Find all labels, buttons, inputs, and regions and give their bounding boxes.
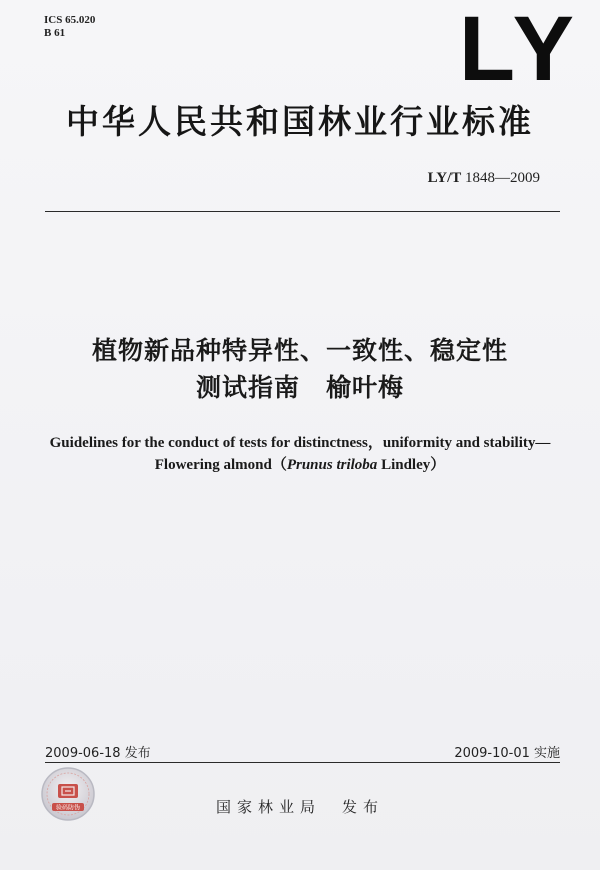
english-title-suffix: Lindley）	[377, 457, 446, 473]
english-title	[0, 432, 600, 476]
ics-code: ICS 65.020	[44, 14, 96, 26]
classification-codes	[44, 14, 95, 40]
english-title-line-2	[0, 454, 600, 476]
english-title-latin-name: Prunus triloba	[286, 457, 378, 473]
chinese-title	[0, 332, 600, 406]
effective-date: 2009-10-01 实施	[454, 746, 560, 761]
standard-number: 1848—2009	[465, 170, 540, 186]
top-divider	[45, 211, 560, 212]
ly-logo: LY	[458, 0, 580, 100]
seal-text: 验码防伪	[55, 804, 81, 812]
chinese-title-line-2: 测试指南 榆叶梅	[195, 373, 404, 402]
english-title-prefix: Flowering almond（	[154, 457, 287, 473]
issuer: 国家林业局 发布	[215, 798, 384, 816]
english-title-line-1: Guidelines for the conduct of tests for distinctness，uniformity and stability—	[49, 435, 551, 451]
standard-code	[428, 170, 540, 187]
chinese-title-line-1: 植物新品种特异性、一致性、稳定性	[91, 336, 508, 365]
standard-code-prefix: LY/T	[427, 170, 462, 186]
publish-date: 2009-06-18 发布	[45, 746, 151, 761]
standard-title: 中华人民共和国林业行业标准	[66, 102, 534, 141]
bottom-divider	[45, 762, 560, 763]
ccs-code: B 61	[44, 27, 66, 39]
